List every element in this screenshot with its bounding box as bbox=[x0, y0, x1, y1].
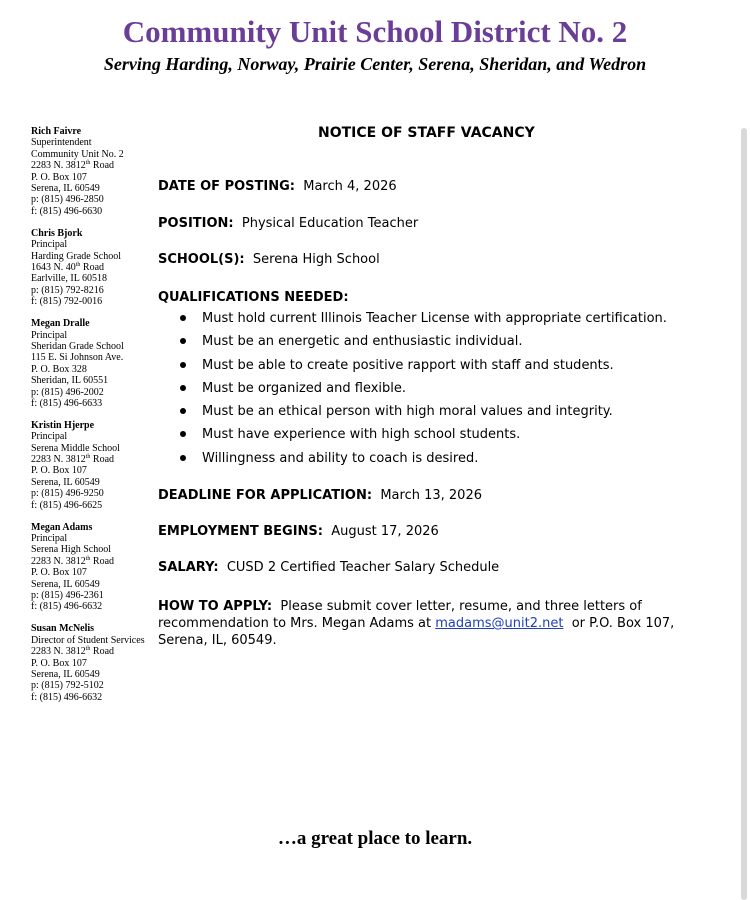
contact-address: 2283 N. 3812th Road bbox=[31, 454, 115, 466]
list-item: Willingness and ability to coach is desired. bbox=[158, 451, 667, 474]
contact-card bbox=[31, 420, 161, 511]
contact-city: Serena, IL 60549 bbox=[31, 476, 100, 488]
contact-org: Community Unit No. 2 bbox=[31, 148, 124, 160]
position-line bbox=[158, 216, 418, 231]
contact-address: 2283 N. 3812th Road bbox=[31, 160, 115, 172]
contact-name: Rich Faivre bbox=[31, 126, 82, 137]
contact-phone: p: (815) 496-9250 bbox=[31, 488, 104, 500]
bullet-icon bbox=[180, 431, 186, 437]
bullet-icon bbox=[180, 455, 186, 461]
contact-role: Principal bbox=[31, 239, 68, 251]
contact-fax: f: (815) 792-0016 bbox=[31, 296, 103, 308]
contact-name: Chris Bjork bbox=[31, 227, 83, 239]
contact-role: Principal bbox=[31, 329, 68, 341]
contact-name: Susan McNelis bbox=[31, 623, 95, 635]
contact-card bbox=[31, 126, 161, 217]
contact-fax: f: (815) 496-6632 bbox=[31, 601, 103, 613]
contact-role: Superintendent bbox=[31, 137, 92, 149]
position-label: POSITION: bbox=[158, 216, 234, 231]
deadline-label: DEADLINE FOR APPLICATION: bbox=[158, 488, 373, 503]
contacts-sidebar bbox=[31, 126, 161, 714]
contact-city: Earlville, IL 60518 bbox=[31, 273, 107, 285]
salary-label: SALARY: bbox=[158, 560, 219, 575]
contact-pobox: P. O. Box 328 bbox=[31, 363, 87, 375]
contact-name: Kristin Hjerpe bbox=[31, 419, 95, 431]
district-subtitle: Serving Harding, Norway, Prairie Center, Serena, Sheridan, and Wedron bbox=[103, 54, 647, 74]
contact-org: Sheridan Grade School bbox=[31, 340, 124, 352]
list-item: Must be an energetic and enthusiastic individual. bbox=[158, 334, 667, 357]
posting-date-value: March 4, 2026 bbox=[303, 179, 397, 194]
school-line bbox=[158, 252, 380, 267]
contact-address: 1643 N. 40th Road bbox=[31, 261, 105, 273]
contact-phone: p: (815) 792-8216 bbox=[31, 284, 104, 296]
qualifications-label: QUALIFICATIONS NEEDED: bbox=[158, 290, 349, 305]
contact-address: 2283 N. 3812th Road bbox=[31, 555, 115, 567]
list-item: Must be organized and flexible. bbox=[158, 381, 667, 404]
salary-value: CUSD 2 Certified Teacher Salary Schedule bbox=[226, 560, 500, 575]
contact-pobox: P. O. Box 107 bbox=[31, 657, 87, 669]
school-value: Serena High School bbox=[252, 252, 380, 267]
list-item: Must have experience with high school students. bbox=[158, 427, 667, 450]
how-to-apply bbox=[158, 598, 678, 649]
scrollbar[interactable] bbox=[741, 128, 747, 900]
contact-phone: p: (815) 496-2002 bbox=[31, 386, 104, 398]
bullet-icon bbox=[180, 408, 186, 414]
position-value: Physical Education Teacher bbox=[241, 216, 419, 231]
contact-city: Serena, IL 60549 bbox=[31, 183, 100, 195]
email-link[interactable]: madams@unit2.net bbox=[435, 616, 564, 631]
contact-pobox: P. O. Box 107 bbox=[31, 171, 87, 183]
bullet-icon bbox=[180, 385, 186, 391]
district-title: Community Unit School District No. 2 bbox=[122, 14, 628, 49]
footer-tagline: …a great place to learn. bbox=[277, 828, 473, 849]
contact-card bbox=[31, 522, 161, 613]
contact-fax: f: (815) 496-6632 bbox=[31, 691, 103, 703]
contact-fax: f: (815) 496-6633 bbox=[31, 397, 103, 409]
employment-begins-line bbox=[158, 524, 439, 539]
bullet-icon bbox=[180, 362, 186, 368]
posting-date-line bbox=[158, 179, 397, 194]
notice-title: NOTICE OF STAFF VACANCY bbox=[318, 125, 535, 141]
apply-label: HOW TO APPLY: bbox=[158, 599, 273, 614]
apply-text-2: or P.O. Box 107, Serena, IL, 60549. bbox=[158, 616, 675, 648]
qualifications-list bbox=[158, 311, 667, 474]
employment-begins-value: August 17, 2026 bbox=[331, 524, 439, 539]
contact-address: 2283 N. 3812th Road bbox=[31, 646, 115, 658]
posting-date-label: DATE OF POSTING: bbox=[158, 179, 295, 194]
contact-phone: p: (815) 792-5102 bbox=[31, 680, 104, 692]
bullet-icon bbox=[180, 315, 186, 321]
deadline-value: March 13, 2026 bbox=[380, 488, 482, 503]
contact-city: Serena, IL 60549 bbox=[31, 578, 100, 590]
salary-line bbox=[158, 560, 499, 575]
contact-name: Megan Dralle bbox=[31, 318, 90, 330]
contact-phone: p: (815) 496-2361 bbox=[31, 590, 104, 602]
contact-role: Director of Student Services bbox=[31, 634, 145, 646]
contact-street: 115 E. Si Johnson Ave. bbox=[31, 352, 124, 364]
contact-pobox: P. O. Box 107 bbox=[31, 465, 87, 477]
contact-city: Serena, IL 60549 bbox=[31, 668, 100, 680]
contact-org: Harding Grade School bbox=[31, 250, 121, 262]
contact-org: Serena Middle School bbox=[31, 442, 120, 454]
bullet-icon bbox=[180, 338, 186, 344]
contact-role: Principal bbox=[31, 431, 68, 443]
list-item: Must hold current Illinois Teacher License with appropriate certification. bbox=[158, 311, 667, 334]
contact-org: Serena High School bbox=[31, 544, 111, 556]
school-label: SCHOOL(S): bbox=[158, 252, 245, 267]
contact-city: Sheridan, IL 60551 bbox=[31, 375, 109, 387]
contact-card bbox=[31, 228, 161, 308]
contact-card bbox=[31, 623, 161, 703]
list-item: Must be an ethical person with high moral values and integrity. bbox=[158, 404, 667, 427]
contact-fax: f: (815) 496-6625 bbox=[31, 499, 103, 511]
list-item: Must be able to create positive rapport with staff and students. bbox=[158, 358, 667, 381]
contact-role: Principal bbox=[31, 533, 68, 544]
deadline-line bbox=[158, 488, 482, 503]
contact-fax: f: (815) 496-6630 bbox=[31, 205, 103, 217]
contact-name: Megan Adams bbox=[31, 521, 93, 533]
qualifications-line bbox=[158, 290, 349, 305]
employment-begins-label: EMPLOYMENT BEGINS: bbox=[158, 524, 323, 539]
apply-text: Please submit cover letter, resume, and three letters of recommendation to Mrs. Megan Adams at bbox=[158, 599, 642, 631]
contact-pobox: P. O. Box 107 bbox=[31, 567, 87, 579]
contact-card bbox=[31, 318, 161, 409]
contact-phone: p: (815) 496-2850 bbox=[31, 194, 104, 206]
